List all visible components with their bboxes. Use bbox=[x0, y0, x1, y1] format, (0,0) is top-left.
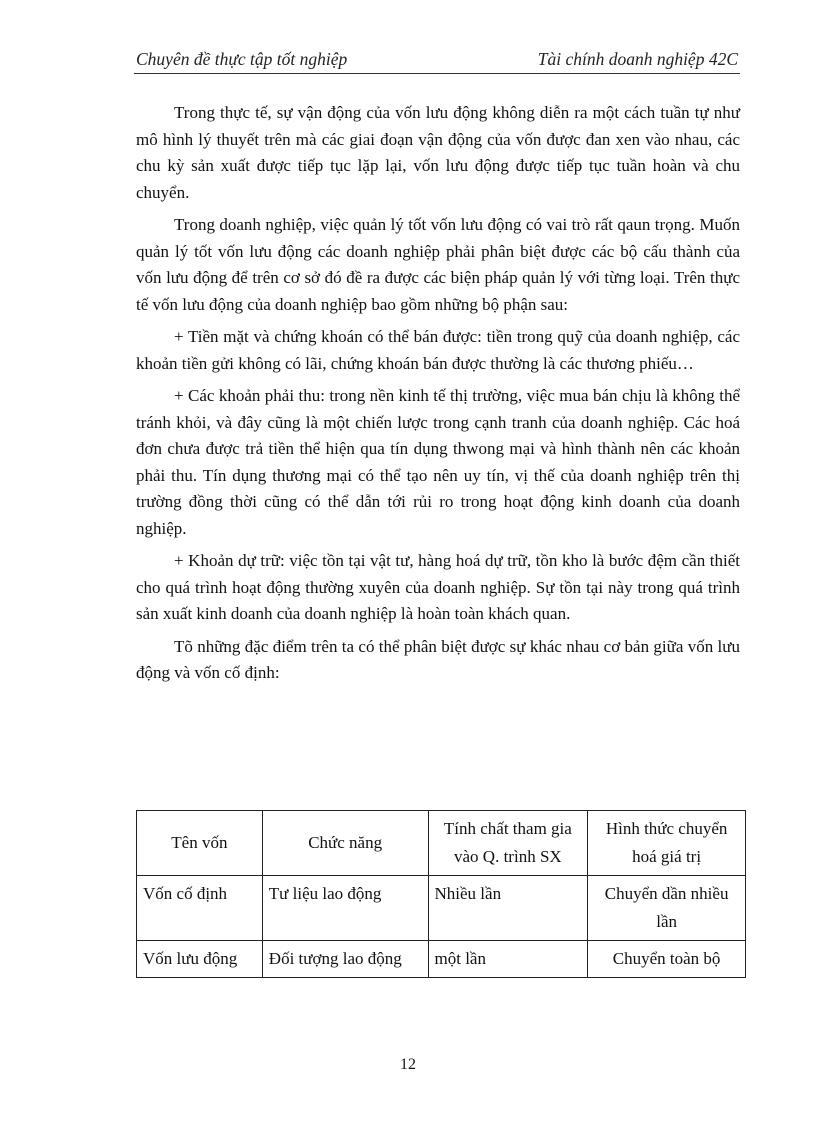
paragraph-5: + Khoản dự trữ: việc tồn tại vật tư, hàng hoá dự trữ, tồn kho là bước đệm cần thiết cho quá trình hoạt động thường xuyên của doanh nghiệp. Sự tồn tại này trong quá trình sản xuất kinh doanh của doanh nghiệp là hoàn toàn khách quan. bbox=[136, 551, 740, 623]
table-cell: Tư liệu lao động bbox=[262, 876, 428, 941]
table-header-cell: Hình thức chuyển hoá giá trị bbox=[588, 811, 746, 876]
table-cell: Vốn lưu động bbox=[137, 941, 263, 978]
paragraph-2: Trong doanh nghiệp, việc quản lý tốt vốn lưu động có vai trò rất qaun trọng. Muốn quản lý tốt vốn lưu động các doanh nghiệp phải phân biệt được các bộ cấu thành của vốn lưu động để trên cơ sở đó đề ra được các biện pháp quản lý với từng loại. Trên thực tế vốn lưu động của doanh nghiệp bao gồm những bộ phận sau: bbox=[136, 215, 740, 314]
page-number: 12 bbox=[400, 1056, 416, 1073]
paragraph-6: Tõ những đặc điểm trên ta có thể phân biệt được sự khác nhau cơ bản giữa vốn lưu động và vốn cố định: bbox=[136, 636, 740, 682]
header-left-title: Chuyên đề thực tập tốt nghiệp bbox=[136, 49, 348, 69]
page-header bbox=[134, 46, 740, 74]
paragraph-4: + Các khoản phải thu: trong nền kinh tế thị trường, việc mua bán chịu là không thể tránh khỏi, và đây cũng là một chiến lược trong cạnh tranh của doanh nghiệp. Các hoá đơn chưa được trả tiền thể hiện qua tín dụng thwong mại và hình thành nên các khoản phải thu. Tín dụng thương mại có thể tạo nên uy tín, vị thế của doanh nghiệp trên thị trường đồng thời cũng có thể dẫn tới rủi ro trong hoạt động kinh doanh của doanh nghiệp. bbox=[136, 386, 740, 538]
table-row bbox=[137, 941, 746, 978]
header-right-title: Tài chính doanh nghiệp 42C bbox=[537, 49, 738, 69]
table-header-cell: Chức năng bbox=[262, 811, 428, 876]
table-header-cell: Tính chất tham gia vào Q. trình SX bbox=[428, 811, 588, 876]
table-cell: Chuyển toàn bộ bbox=[588, 941, 746, 978]
document-body bbox=[136, 100, 740, 693]
comparison-table bbox=[136, 810, 746, 978]
table-header-row bbox=[137, 811, 746, 876]
table-row bbox=[137, 876, 746, 941]
table-header-cell: Tên vốn bbox=[137, 811, 263, 876]
table-cell: Nhiều lần bbox=[428, 876, 588, 941]
table-cell: một lần bbox=[428, 941, 588, 978]
paragraph-3: + Tiền mặt và chứng khoán có thể bán được: tiền trong quỹ của doanh nghiệp, các khoản tiền gửi không có lãi, chứng khoán bán được thường là các thương phiếu… bbox=[136, 327, 740, 373]
paragraph-1: Trong thực tế, sự vận động của vốn lưu động không diễn ra một cách tuần tự như mô hình lý thuyết trên mà các giai đoạn vận động của vốn được đan xen vào nhau, các chu kỳ sản xuất được tiếp tục lặp lại, vốn lưu động được tiếp tục tuần hoàn và chu chuyển. bbox=[136, 103, 740, 202]
table-cell: Chuyển dần nhiều lần bbox=[588, 876, 746, 941]
table-cell: Đối tượng lao động bbox=[262, 941, 428, 978]
table-cell: Vốn cố định bbox=[137, 876, 263, 941]
